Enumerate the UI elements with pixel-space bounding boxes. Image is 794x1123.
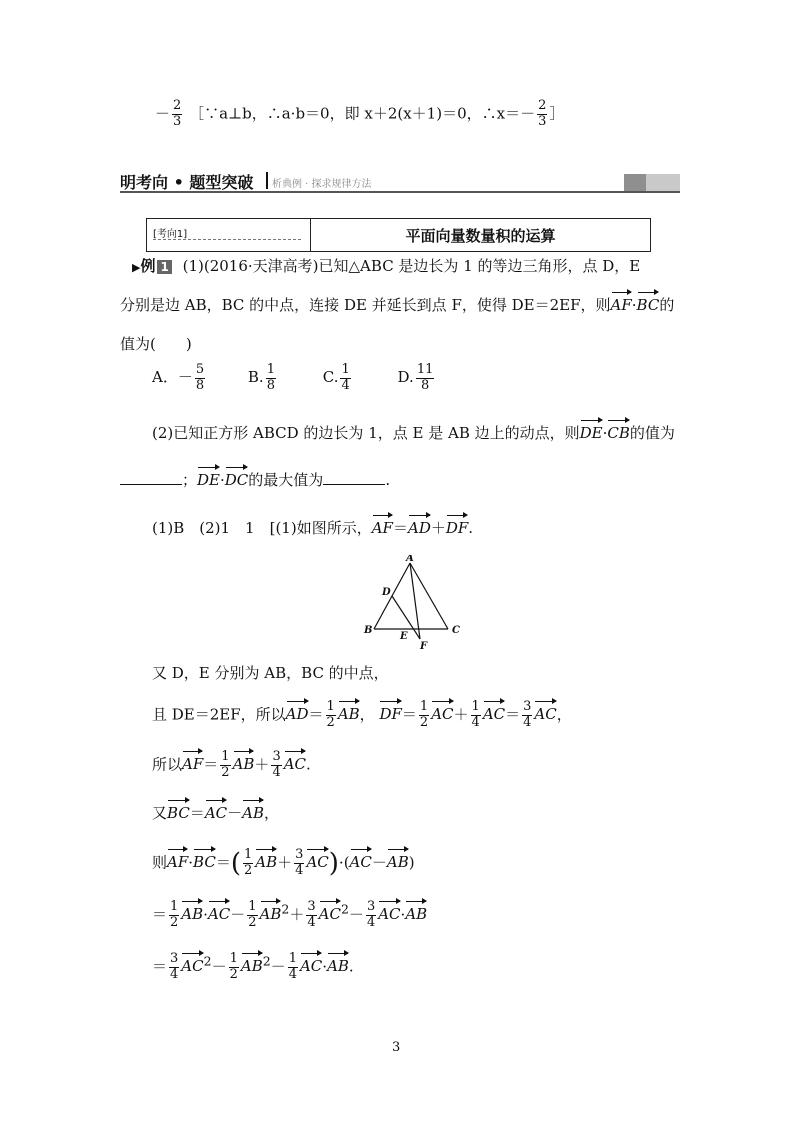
- header-light-block: [646, 174, 680, 191]
- label-d: D: [382, 587, 391, 598]
- vector-bc: BC: [636, 296, 660, 314]
- header-dark-block: [624, 174, 646, 191]
- topic-title: 平面向量数量积的运算: [405, 227, 556, 245]
- vector-ad: AD: [407, 519, 431, 537]
- label-c: C: [452, 625, 460, 636]
- side-ab: [374, 563, 410, 629]
- vector-af: AF: [610, 296, 632, 314]
- topic-table: [146, 218, 651, 252]
- answer-line-3: 且 DE＝2EF，所以AD＝ $\frac{1}{2}$ AB， DF＝ $\frac{1}{2}$ AC＋ $\frac{1}{4}$ AC＝ $\frac{3}{4}$ AC，: [152, 699, 572, 730]
- example-tag: 例: [140, 257, 156, 275]
- option-c: C. $\frac{1}{4}$: [322, 362, 350, 393]
- segment-af: [410, 563, 420, 639]
- example-number: 1: [157, 260, 171, 274]
- label-a: A: [406, 555, 414, 564]
- label-f: F: [420, 641, 428, 651]
- vector-df: DF: [445, 519, 469, 537]
- vector-dc: DC: [224, 471, 249, 489]
- example-line-2: 分别是边 AB，BC 的中点，连接 DE 并延长到点 F，使得 DE＝2EF，则AF·BC的: [120, 296, 675, 314]
- vector-de: DE: [197, 471, 220, 489]
- example-line-3: 值为( ): [120, 335, 192, 353]
- topic-tag: [考向1]: [153, 229, 188, 240]
- answer-line-5: 又BC＝AC－AB，: [152, 804, 280, 822]
- answer-blank-2: [323, 472, 385, 485]
- previous-answer-line: － $\frac{2}{3}$ ［∵a⊥b，∴a·b＝0，即 x＋2(x＋1)＝0，∴x＝－ $\frac{2}{3}$ ］: [155, 98, 565, 129]
- example-line-1: ▶例 1 (1)(2016·天津高考)已知△ABC 是边长为 1 的等边三角形，点 D，E: [132, 257, 641, 275]
- answer-line-8: ＝ $\frac{3}{4}$ $AC^2-$ $\frac{1}{2}$ $AB^2-$ $\frac{1}{4}$ AC·AB.: [152, 951, 354, 982]
- vector-cb: CB: [607, 424, 630, 442]
- section-divider: [266, 172, 268, 189]
- vector-af: AF: [371, 519, 393, 537]
- option-a: A．－ $\frac{5}{8}$: [152, 362, 205, 393]
- label-b: B: [364, 625, 373, 636]
- answer-line-2: 又 D，E 分别为 AB，BC 的中点，: [152, 664, 389, 682]
- answer-line-6: 则AF·BC＝( $\frac{1}{2}$ AB＋ $\frac{3}{4}$ AC)·(AC－AB): [152, 847, 415, 879]
- section-rule: [120, 191, 680, 193]
- option-b: B. $\frac{1}{8}$: [247, 362, 275, 393]
- label-e: E: [400, 631, 408, 642]
- answer-text: ［∵a⊥b，∴a·b＝0，即 x＋2(x＋1)＝0，∴x＝－: [189, 104, 536, 123]
- options-row: [152, 363, 436, 394]
- fraction: $\frac{2}{3}$: [538, 98, 547, 129]
- question-2-line-1: (2)已知正方形 ABCD 的边长为 1，点 E 是 AB 边上的动点，则DE·CB的值为: [152, 424, 675, 442]
- tag-dash-line: [153, 239, 301, 240]
- option-d: D. $\frac{11}{8}$: [397, 362, 434, 393]
- fraction: $\frac{2}{3}$: [173, 98, 182, 129]
- answer-blank-1: [120, 472, 182, 485]
- triangle-diagram: [360, 555, 470, 651]
- minus-sign: －: [155, 104, 171, 123]
- topic-tag-cell: [147, 219, 311, 251]
- page-number: 3: [392, 1040, 401, 1055]
- answer-line-7: ＝ $\frac{1}{2}$ AB·AC－ $\frac{1}{2}$ $AB^2+$ $\frac{3}{4}$ $AC^2-$ $\frac{3}{4}$ AC·AB: [152, 899, 428, 930]
- section-subtitle: 析典例 · 探求规律方法: [272, 179, 372, 190]
- answer-line-4: 所以AF＝ $\frac{1}{2}$ AB＋ $\frac{3}{4}$ AC.: [152, 749, 311, 780]
- vector-de: DE: [579, 424, 603, 442]
- side-ac: [410, 563, 448, 629]
- example-text: (1)(2016·天津高考)已知△ABC 是边长为 1 的等边三角形，点 D，E: [182, 257, 641, 275]
- question-2-line-2: ；DE·DC的最大值为 .: [120, 469, 390, 490]
- section-title: 明考向 • 题型突破: [120, 173, 254, 192]
- answer-line-1: (1)B (2)1 1 [(1)如图所示，AF＝AD＋DF.: [152, 519, 474, 537]
